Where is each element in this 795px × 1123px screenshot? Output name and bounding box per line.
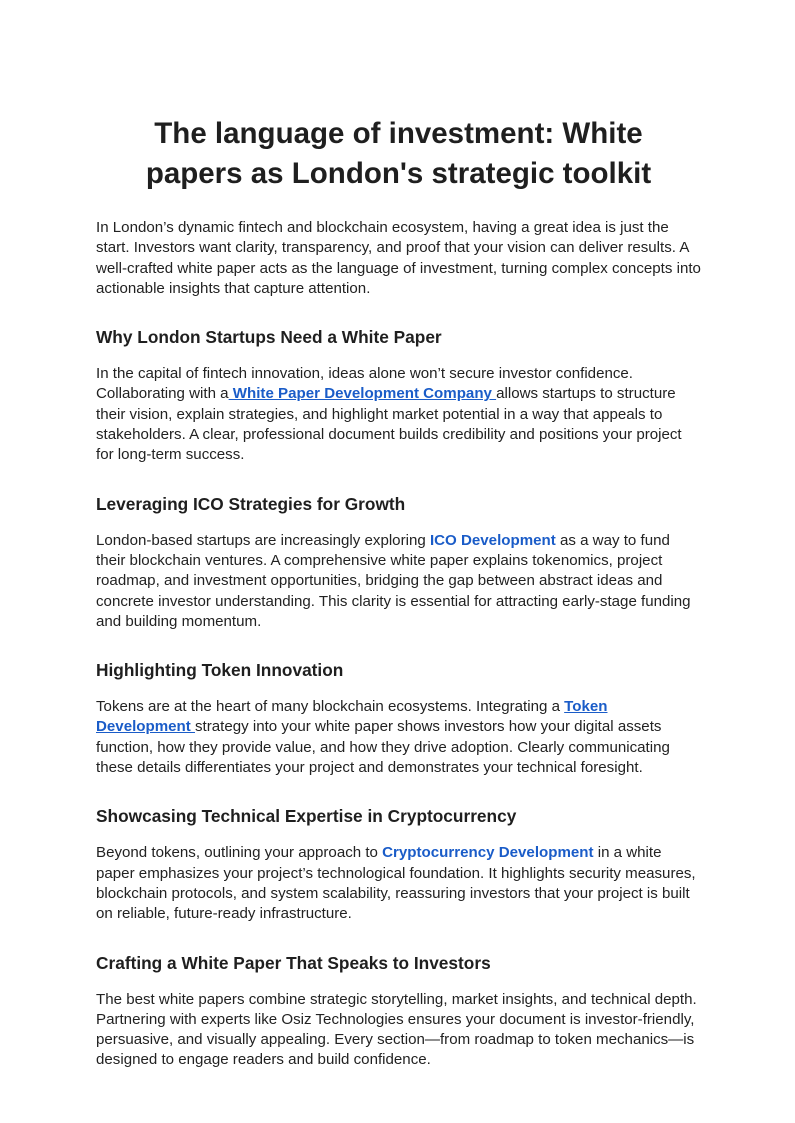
paragraph-text: as a way to fund their blockchain ventures. A comprehensive white paper explains tokenomics, project roadmap, and investment opportunities, bridging the gap between abstract ideas and concrete investor understanding. This clarity is essential for attracting early-stage funding and building momentum.: [96, 531, 691, 630]
section-heading-cryptocurrency: Showcasing Technical Expertise in Cryptocurrency: [96, 806, 517, 827]
paragraph-text: in a white paper emphasizes your project’s technological foundation. It highlights security measures, blockchain protocols, and system scalability, reassuring investors that your project is built on reliable, future-ready infrastructure.: [96, 844, 696, 923]
section-paragraph-cryptocurrency: [96, 843, 701, 924]
token-development-link[interactable]: Token Development: [96, 698, 608, 736]
ico-development-link[interactable]: ICO Development: [429, 531, 556, 549]
section-heading-crafting-white-paper: Crafting a White Paper That Speaks to Investors: [96, 952, 491, 973]
paragraph-text: Tokens are at the heart of many blockchain ecosystems. Integrating a: [96, 698, 565, 716]
paragraph-text: In the capital of fintech innovation, ideas alone won’t secure investor confidence. Collaborating with a: [96, 365, 633, 403]
paragraph-text: Beyond tokens, outlining your approach to: [96, 844, 383, 862]
section-paragraph-crafting-white-paper: The best white papers combine strategic storytelling, market insights, and technical depth. Partnering with experts like Osiz Technologies ensures your document is investor-friendly, persuasive, and visually appealing. Every section—from roadmap to token mechanics—is designed to engage readers and build confidence.: [96, 990, 697, 1069]
section-paragraph-token-innovation: [96, 697, 701, 778]
section-paragraph-why-london: [96, 364, 701, 465]
document-page: [96, 114, 701, 1098]
section-heading-token-innovation: Highlighting Token Innovation: [96, 660, 344, 681]
section-heading-ico-strategies: Leveraging ICO Strategies for Growth: [96, 493, 406, 514]
paragraph-text: London-based startups are increasingly exploring: [96, 531, 430, 549]
intro-paragraph: In London’s dynamic fintech and blockchain ecosystem, having a great idea is just the start. Investors want clarity, transparency, and proof that your vision can deliver results. A well-crafted white paper acts as the language of investment, turning complex concepts into actionable insights that capture attention.: [96, 219, 701, 297]
white-paper-development-company-link[interactable]: White Paper Development Company: [228, 385, 497, 403]
section-paragraph-ico-strategies: [96, 531, 701, 632]
section-heading-why-london: Why London Startups Need a White Paper: [96, 327, 442, 348]
paragraph-text: allows startups to structure their vision, explain strategies, and highlight market potential in a way that appeals to stakeholders. A clear, professional document builds credibility and positions your project for long-term success.: [96, 385, 682, 464]
page-title: The language of investment: White papers as London's strategic toolkit: [145, 117, 652, 190]
paragraph-text: strategy into your white paper shows investors how your digital assets function, how they provide value, and how they drive adoption. Clearly communicating these details differentiates your project and demonstrates your technical foresight.: [96, 718, 670, 777]
cryptocurrency-development-link[interactable]: Cryptocurrency Development: [382, 844, 594, 862]
